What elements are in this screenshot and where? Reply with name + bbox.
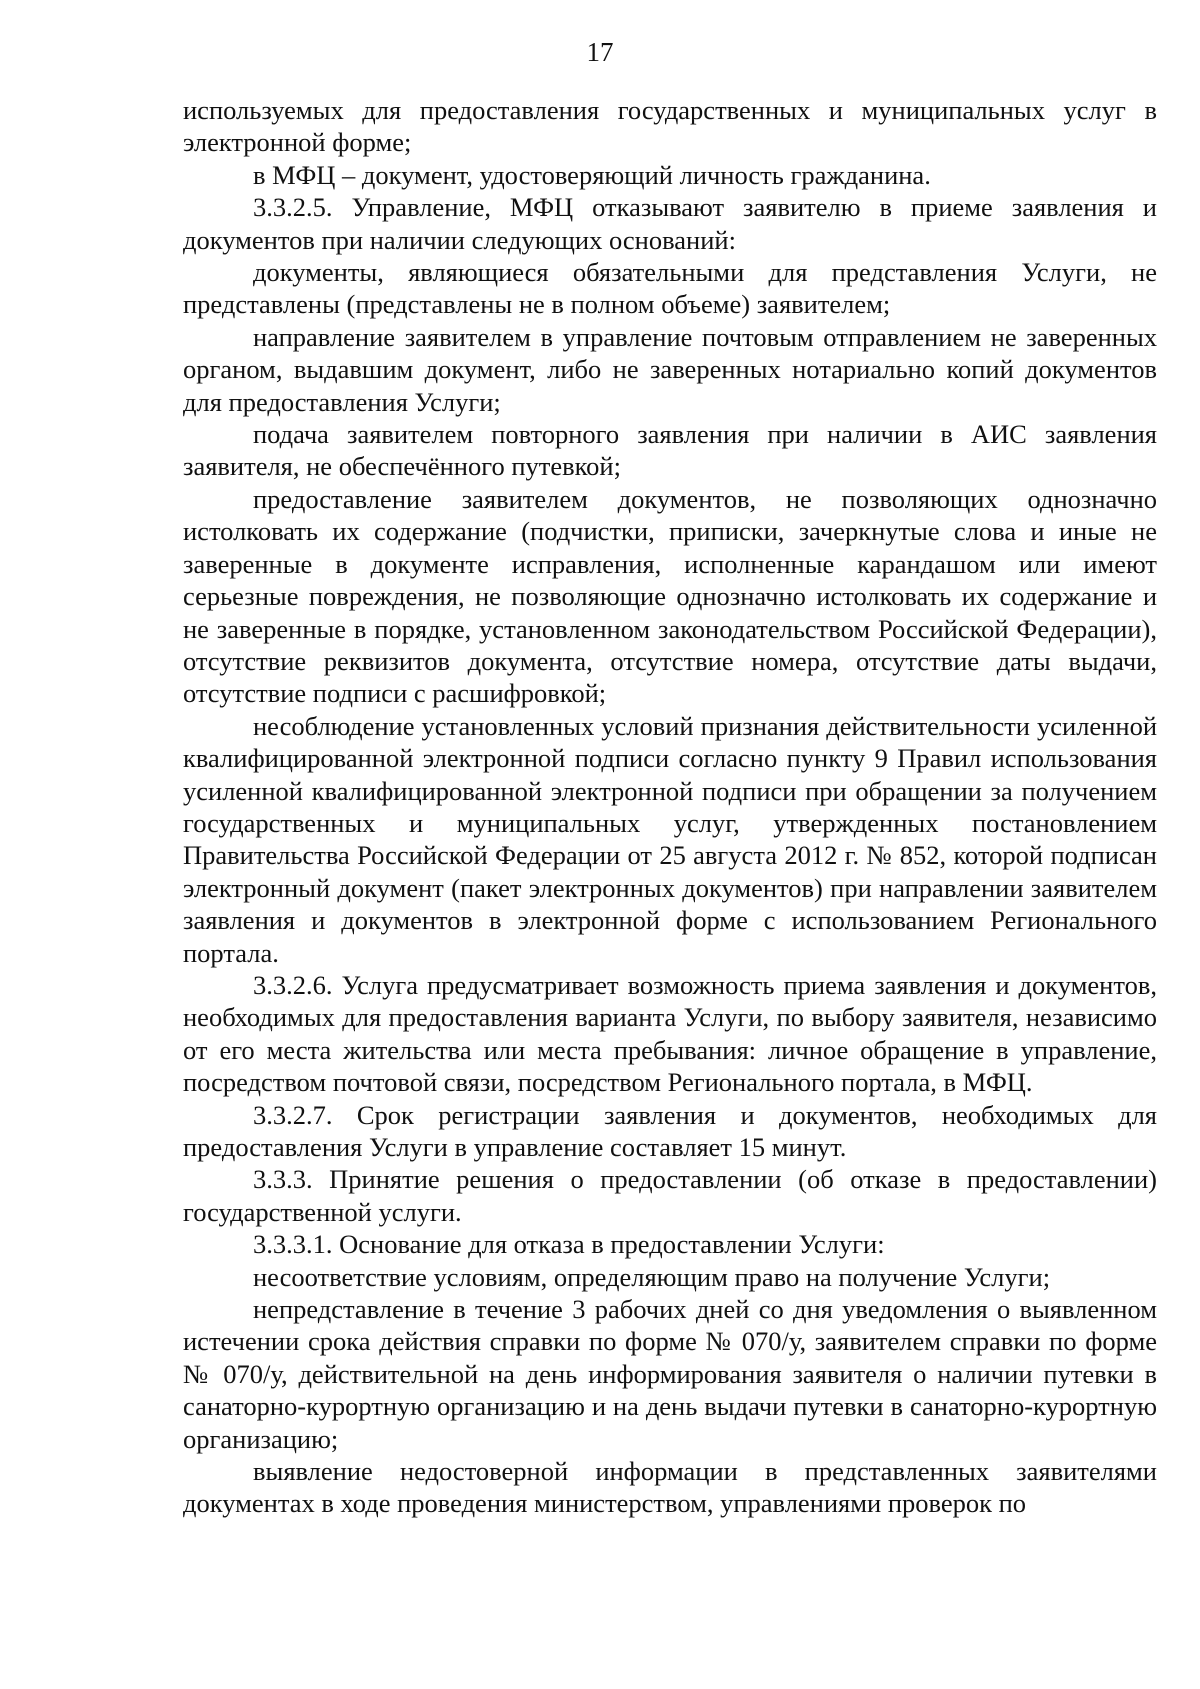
- paragraph-ambiguous-documents: предоставление заявителем документов, не позволяющих однозначно истолковать их содержание (подчистки, приписки, зачеркнутые слова и иные не заверенные в документе исправления, исполненные карандашом или имеют серьезные повреждения, не позволяющие однозначно истолковать их содержание и не заверенные в порядке, установленном законодательством Российской Федерации), отсутствие реквизитов документа, отсутствие номера, отсутствие даты выдачи, отсутствие подписи с расшифровкой;: [183, 483, 1157, 709]
- page-number: 17: [586, 37, 614, 67]
- paragraph-certificate-070: непредставление в течение 3 рабочих дней со дня уведомления о выявленном истечении срока действия справки по форме № 070/у, заявителем справки по форме № 070/у, действительной на день информирования заявителя о наличии путевки в санаторно-курортную организацию и на день выдачи путевки в санаторно-курортную организацию;: [183, 1294, 1157, 1454]
- paragraph-false-information: выявление недостоверной информации в представленных заявителями документах в ходе проведения министерством, управлениями проверок по: [183, 1456, 1157, 1519]
- paragraph-3-3-2-6: 3.3.2.6. Услуга предусматривает возможность приема заявления и документов, необходимых для предоставления варианта Услуги, по выбору заявителя, независимо от его места жительства или места пребывания: личное обращение в управление, посредством почтовой связи, посредством Регионального портала, в МФЦ.: [183, 969, 1157, 1098]
- paragraph-nonconformity: несоответствие условиям, определяющим право на получение Услуги;: [253, 1261, 1051, 1292]
- paragraph-postal-submission: направление заявителем в управление почтовым отправлением не заверенных органом, выдавшим документ, либо не заверенных нотариально копий документов для предоставления Услуги;: [183, 321, 1157, 417]
- paragraph-mfc-identity-document: в МФЦ – документ, удостоверяющий личность гражданина.: [253, 159, 931, 190]
- paragraph-electronic-signature: несоблюдение установленных условий признания действительности усиленной квалифицированной электронной подписи согласно пункту 9 Правил использования усиленной квалифицированной электронной подписи при обращении за получением государственных и муниципальных услуг, утвержденных постановлением Правительства Российской Федерации от 25 августа 2012 г. № 852, которой подписан электронный документ (пакет электронных документов) при направлении заявителем заявления и документов в электронной форме с использованием Регионального портала.: [183, 710, 1157, 968]
- paragraph-documents-not-submitted: документы, являющиеся обязательными для представления Услуги, не представлены (представлены не в полном объеме) заявителем;: [183, 257, 1157, 320]
- paragraph-3-3-2-5: 3.3.2.5. Управление, МФЦ отказывают заявителю в приеме заявления и документов при наличии следующих оснований:: [183, 192, 1157, 255]
- paragraph-3-3-3: 3.3.3. Принятие решения о предоставлении (об отказе в предоставлении) государственной услуги.: [183, 1164, 1157, 1227]
- paragraph-3-3-3-1: 3.3.3.1. Основание для отказа в предоставлении Услуги:: [253, 1229, 885, 1260]
- paragraph-repeated-application: подача заявителем повторного заявления при наличии в АИС заявления заявителя, не обеспечённого путевкой;: [183, 419, 1157, 482]
- document-body: [183, 94, 1157, 1520]
- paragraph-3-3-2-7: 3.3.2.7. Срок регистрации заявления и документов, необходимых для предоставления Услуги в управление составляет 15 минут.: [183, 1099, 1157, 1162]
- paragraph-continuation: используемых для предоставления государственных и муниципальных услуг в электронной форме;: [183, 95, 1157, 158]
